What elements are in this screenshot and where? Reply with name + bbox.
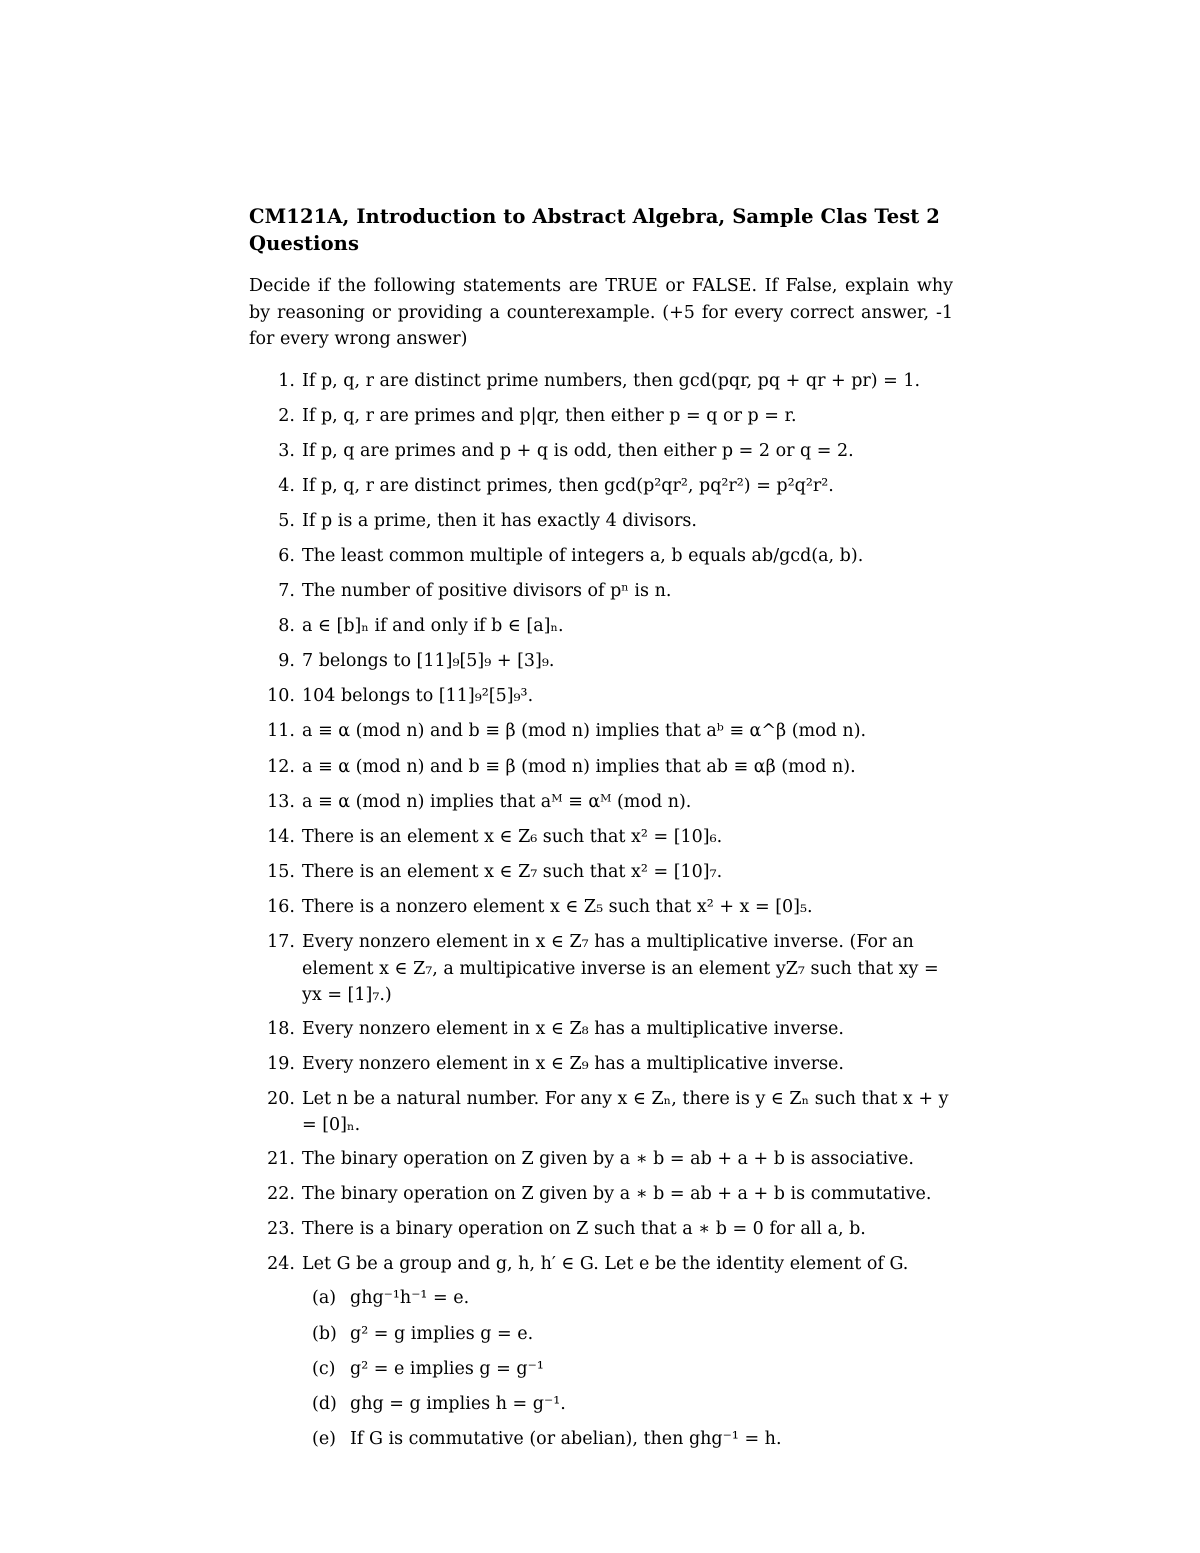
question-text: Every nonzero element in x ∈ Z₇ has a multiplicative inverse. (For an element x ∈ Z₇, a multipicative inverse is an element yZ₇ such that xy = yx = [1]₇.) — [302, 932, 939, 1005]
question-item — [249, 473, 953, 500]
question-list — [249, 368, 953, 1453]
question-item — [249, 613, 953, 640]
subpart-label: (e) — [312, 1428, 337, 1449]
question-item — [249, 543, 953, 570]
question-number: 17. — [267, 932, 295, 952]
subpart-item — [302, 1285, 953, 1312]
question-text: a ≡ α (mod n) and b ≡ β (mod n) implies that ab ≡ αβ (mod n). — [302, 756, 856, 777]
subpart-item — [302, 1391, 953, 1418]
question-text: Every nonzero element in x ∈ Z₈ has a multiplicative inverse. — [302, 1018, 844, 1039]
question-item — [249, 1146, 953, 1173]
question-number: 7. — [278, 581, 295, 602]
question-item — [249, 438, 953, 465]
question-number: 21. — [267, 1148, 295, 1169]
question-text: If p, q, r are primes and p|qr, then either p = q or p = r. — [302, 405, 797, 426]
question-item — [249, 754, 953, 781]
question-item — [249, 1086, 953, 1139]
question-number: 23. — [267, 1218, 295, 1239]
question-number: 22. — [267, 1183, 295, 1204]
question-number: 5. — [278, 510, 295, 531]
question-text: a ≡ α (mod n) and b ≡ β (mod n) implies that aᵇ ≡ α^β (mod n). — [302, 721, 867, 742]
question-item — [249, 403, 953, 430]
question-item — [249, 894, 953, 921]
instructions: Decide if the following statements are TRUE or FALSE. If False, explain why by reasoning or providing a counterexample. (+5 for every correct answer, -1 for every wrong answer) — [249, 276, 953, 349]
question-number: 4. — [278, 475, 295, 496]
question-number: 2. — [278, 405, 295, 426]
subpart-text: g² = e implies g = g⁻¹ — [350, 1358, 544, 1379]
question-text: The least common multiple of integers a, b equals ab/gcd(a, b). — [302, 545, 864, 566]
question-item — [249, 859, 953, 886]
question-item — [249, 929, 953, 1009]
question-number: 10. — [267, 686, 295, 707]
subpart-item — [302, 1321, 953, 1348]
question-item — [249, 1251, 953, 1452]
question-text: There is a nonzero element x ∈ Z₅ such that x² + x = [0]₅. — [302, 896, 813, 917]
subpart-list — [302, 1285, 953, 1452]
subpart-label: (a) — [312, 1288, 337, 1309]
question-number: 16. — [267, 896, 295, 917]
subpart-label: (c) — [312, 1358, 336, 1379]
question-number: 20. — [267, 1088, 295, 1109]
question-item — [249, 1051, 953, 1078]
subpart-text: g² = g implies g = e. — [350, 1323, 534, 1344]
subpart-label: (b) — [312, 1323, 337, 1344]
question-number: 11. — [267, 721, 295, 742]
question-number: 12. — [267, 756, 295, 777]
subpart-text: If G is commutative (or abelian), then ghg⁻¹ = h. — [350, 1428, 782, 1449]
question-text: a ≡ α (mod n) implies that aᴹ ≡ αᴹ (mod n). — [302, 791, 692, 812]
question-text: a ∈ [b]ₙ if and only if b ∈ [a]ₙ. — [302, 616, 564, 637]
question-item — [249, 824, 953, 851]
question-number: 9. — [278, 651, 295, 672]
page-title: CM121A, Introduction to Abstract Algebra, Sample Clas Test 2 Questions — [249, 205, 940, 255]
question-number: 3. — [278, 440, 295, 461]
subpart-item — [302, 1356, 953, 1383]
question-text: Let G be a group and g, h, h′ ∈ G. Let e be the identity element of G. — [302, 1253, 909, 1274]
question-number: 19. — [267, 1053, 295, 1074]
subpart-label: (d) — [312, 1393, 337, 1414]
question-item — [249, 648, 953, 675]
question-item — [249, 1181, 953, 1208]
question-text: The binary operation on Z given by a ∗ b = ab + a + b is commutative. — [302, 1183, 932, 1204]
question-text: There is an element x ∈ Z₇ such that x² = [10]₇. — [302, 861, 723, 882]
question-text: 7 belongs to [11]₉[5]₉ + [3]₉. — [302, 651, 555, 672]
question-item — [249, 578, 953, 605]
question-text: There is a binary operation on Z such that a ∗ b = 0 for all a, b. — [302, 1218, 866, 1239]
subpart-text: ghg = g implies h = g⁻¹. — [350, 1393, 566, 1414]
question-text: Let n be a natural number. For any x ∈ Zₙ, there is y ∈ Zₙ such that x + y = [0]ₙ. — [302, 1088, 949, 1136]
question-item — [249, 789, 953, 816]
question-text: The binary operation on Z given by a ∗ b = ab + a + b is associative. — [302, 1148, 914, 1169]
subpart-item — [302, 1426, 953, 1453]
question-number: 14. — [267, 826, 295, 847]
question-item — [249, 368, 953, 395]
question-text: There is an element x ∈ Z₆ such that x² = [10]₆. — [302, 826, 723, 847]
question-number: 13. — [267, 791, 295, 812]
question-item — [249, 1016, 953, 1043]
question-number: 24. — [267, 1253, 295, 1274]
question-number: 15. — [267, 861, 295, 882]
question-text: Every nonzero element in x ∈ Z₉ has a multiplicative inverse. — [302, 1053, 844, 1074]
question-item — [249, 718, 953, 745]
question-text: If p is a prime, then it has exactly 4 divisors. — [302, 510, 697, 531]
question-number: 18. — [267, 1018, 295, 1039]
question-text: The number of positive divisors of pⁿ is n. — [302, 581, 672, 602]
question-text: If p, q, r are distinct primes, then gcd(p²qr², pq²r²) = p²q²r². — [302, 475, 834, 496]
question-number: 1. — [278, 370, 295, 391]
subpart-text: ghg⁻¹h⁻¹ = e. — [350, 1288, 470, 1309]
question-item — [249, 683, 953, 710]
question-item — [249, 508, 953, 535]
question-text: If p, q are primes and p + q is odd, then either p = 2 or q = 2. — [302, 440, 854, 461]
document-page — [249, 203, 953, 1461]
question-item — [249, 1216, 953, 1243]
question-text: If p, q, r are distinct prime numbers, then gcd(pqr, pq + qr + pr) = 1. — [302, 370, 921, 391]
question-text: 104 belongs to [11]₉²[5]₉³. — [302, 686, 534, 707]
question-number: 8. — [278, 616, 295, 637]
question-number: 6. — [278, 545, 295, 566]
